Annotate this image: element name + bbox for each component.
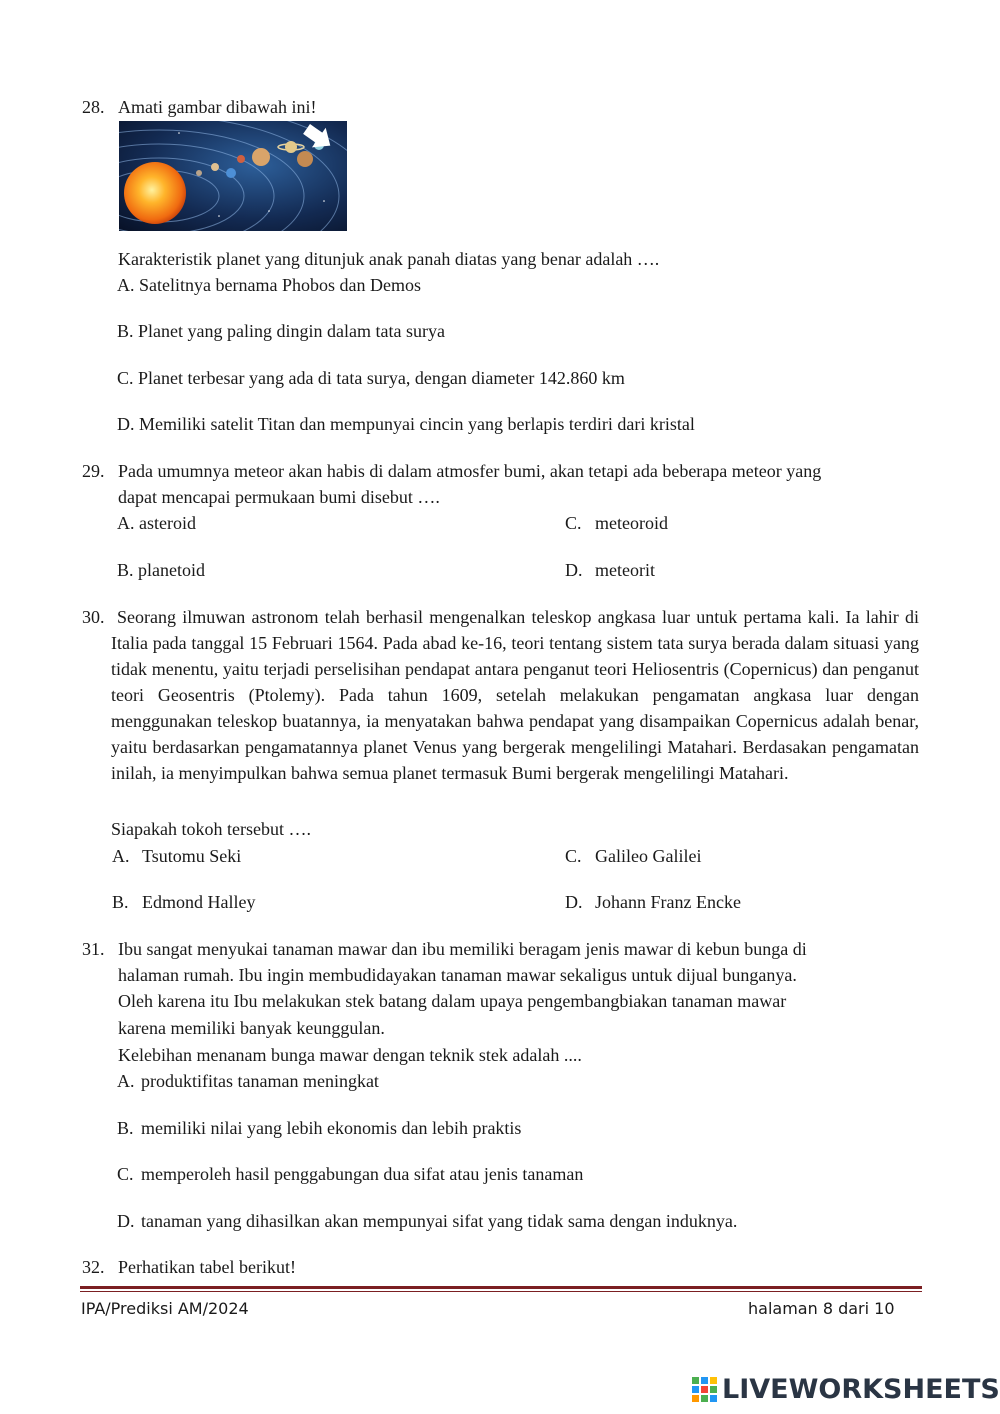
q28-option-a: A. Satelitnya bernama Phobos dan Demos: [117, 275, 421, 295]
q29-number: 29.: [82, 461, 105, 481]
solar-system-image: [119, 121, 347, 231]
q30-question: Siapakah tokoh tersebut ….: [111, 819, 311, 839]
q28-number: 28.: [82, 97, 105, 117]
q29-option-c-letter: C.: [565, 513, 582, 533]
q30-option-d-letter: D.: [565, 892, 583, 912]
q31-option-c-letter: C.: [117, 1164, 134, 1184]
liveworksheets-logo-icon: [692, 1377, 718, 1403]
q31-line-5: Kelebihan menanam bunga mawar dengan teknik stek adalah ....: [118, 1045, 582, 1065]
footer-rule-thin: [80, 1291, 922, 1292]
q31-option-c-text: memperoleh hasil penggabungan dua sifat atau jenis tanaman: [141, 1164, 584, 1184]
q31-option-c: [117, 1161, 583, 1187]
q32-number: 32.: [82, 1257, 105, 1277]
q30-option-c: [565, 843, 701, 869]
q30-option-b-text: Edmond Halley: [142, 892, 256, 912]
q28-option-d: D. Memiliki satelit Titan dan mempunyai cincin yang berlapis terdiri dari kristal: [117, 414, 695, 434]
q29-option-b: [117, 557, 205, 583]
footer-page-number: halaman 8 dari 10: [748, 1299, 895, 1318]
q31-option-b: [117, 1115, 521, 1141]
q31-option-a-text: produktifitas tanaman meningkat: [141, 1071, 379, 1091]
q30-option-d-text: Johann Franz Encke: [595, 892, 741, 912]
q31-option-d-letter: D.: [117, 1211, 135, 1231]
q31-option-d: [117, 1208, 737, 1234]
q31-number: 31.: [82, 939, 105, 959]
footer-document-code: IPA/Prediksi AM/2024: [81, 1299, 249, 1318]
q29-option-d-text: meteorit: [595, 560, 655, 580]
q30-option-b-letter: B.: [112, 892, 129, 912]
q29-option-a-text: asteroid: [139, 513, 196, 533]
q29-option-b-text: planetoid: [138, 560, 205, 580]
q31-line-3: Oleh karena itu Ibu melakukan stek batang dalam upaya pengembangbiakan tanaman mawar: [118, 991, 787, 1011]
q29-option-c-text: meteoroid: [595, 513, 668, 533]
q29-line-1: Pada umumnya meteor akan habis di dalam atmosfer bumi, akan tetapi ada beberapa meteor yang: [118, 461, 822, 481]
q32-prompt: Perhatikan tabel berikut!: [118, 1257, 296, 1277]
q29-option-b-letter: B.: [117, 560, 134, 580]
q31-line-4: karena memiliki banyak keunggulan.: [118, 1018, 385, 1038]
q30-option-b: [112, 889, 255, 915]
q31-line-1: Ibu sangat menyukai tanaman mawar dan ibu memiliki beragam jenis mawar di kebun bunga di: [118, 939, 807, 959]
q28-question: Karakteristik planet yang ditunjuk anak panah diatas yang benar adalah ….: [118, 249, 660, 269]
q31-option-a: [117, 1068, 379, 1094]
q31-option-d-text: tanaman yang dihasilkan akan mempunyai sifat yang tidak sama dengan induknya.: [141, 1211, 738, 1231]
q29-line-2: dapat mencapai permukaan bumi disebut ….: [118, 487, 440, 507]
q28-prompt: Amati gambar dibawah ini!: [118, 97, 317, 117]
q29-option-a-letter: A.: [117, 513, 135, 533]
q31-option-b-letter: B.: [117, 1118, 134, 1138]
q30-option-a: [112, 843, 241, 869]
q31-option-b-text: memiliki nilai yang lebih ekonomis dan lebih praktis: [141, 1118, 522, 1138]
q30-option-c-letter: C.: [565, 846, 582, 866]
q30-number: 30.: [82, 607, 105, 627]
liveworksheets-brand: [692, 1374, 1000, 1406]
q30-option-c-text: Galileo Galilei: [595, 846, 702, 866]
q31-option-a-letter: A.: [117, 1071, 135, 1091]
q29-option-d: [565, 557, 655, 583]
q28-option-b: B. Planet yang paling dingin dalam tata surya: [117, 321, 445, 341]
q30-option-a-text: Tsutomu Seki: [142, 846, 242, 866]
q30-option-d: [565, 889, 741, 915]
q28-option-c: C. Planet terbesar yang ada di tata surya, dengan diameter 142.860 km: [117, 368, 625, 388]
q30-paragraph: Seorang ilmuwan astronom telah berhasil mengenalkan teleskop angkasa luar untuk pertama kali. Ia lahir di Italia pada tanggal 15 Februari 1564. Pada abad ke-16, teori tentang sistem tata surya berada dalam situasi yang tidak menentu, yaitu terjadi perselisihan pendapat antara penganut teori Heliosentris (Copernicus) dan penganut teori Geosentris (Ptolemy). Pada tahun 1609, setelah melakukan pengamatan angkasa luar dengan menggunakan teleskop buatannya, ia menyatakan bahwa pendapat yang disampaikan Copernicus adalah benar, yaitu berdasarkan pengamatannya planet Venus yang bergerak mengelilingi Matahari. Berdasakan pengamatan inilah, ia menyimpulkan bahwa semua planet termasuk Bumi bergerak mengelilingi Matahari.: [111, 607, 919, 783]
footer-rule-thick: [80, 1286, 922, 1289]
q30-option-a-letter: A.: [112, 846, 130, 866]
liveworksheets-wordmark: LIVEWORKSHEETS: [722, 1374, 1000, 1405]
q29-option-a: [117, 510, 196, 536]
q29-option-d-letter: D.: [565, 560, 583, 580]
q31-line-2: halaman rumah. Ibu ingin membudidayakan tanaman mawar sekaligus untuk dijual bunganya.: [118, 965, 797, 985]
q29-option-c: [565, 510, 668, 536]
